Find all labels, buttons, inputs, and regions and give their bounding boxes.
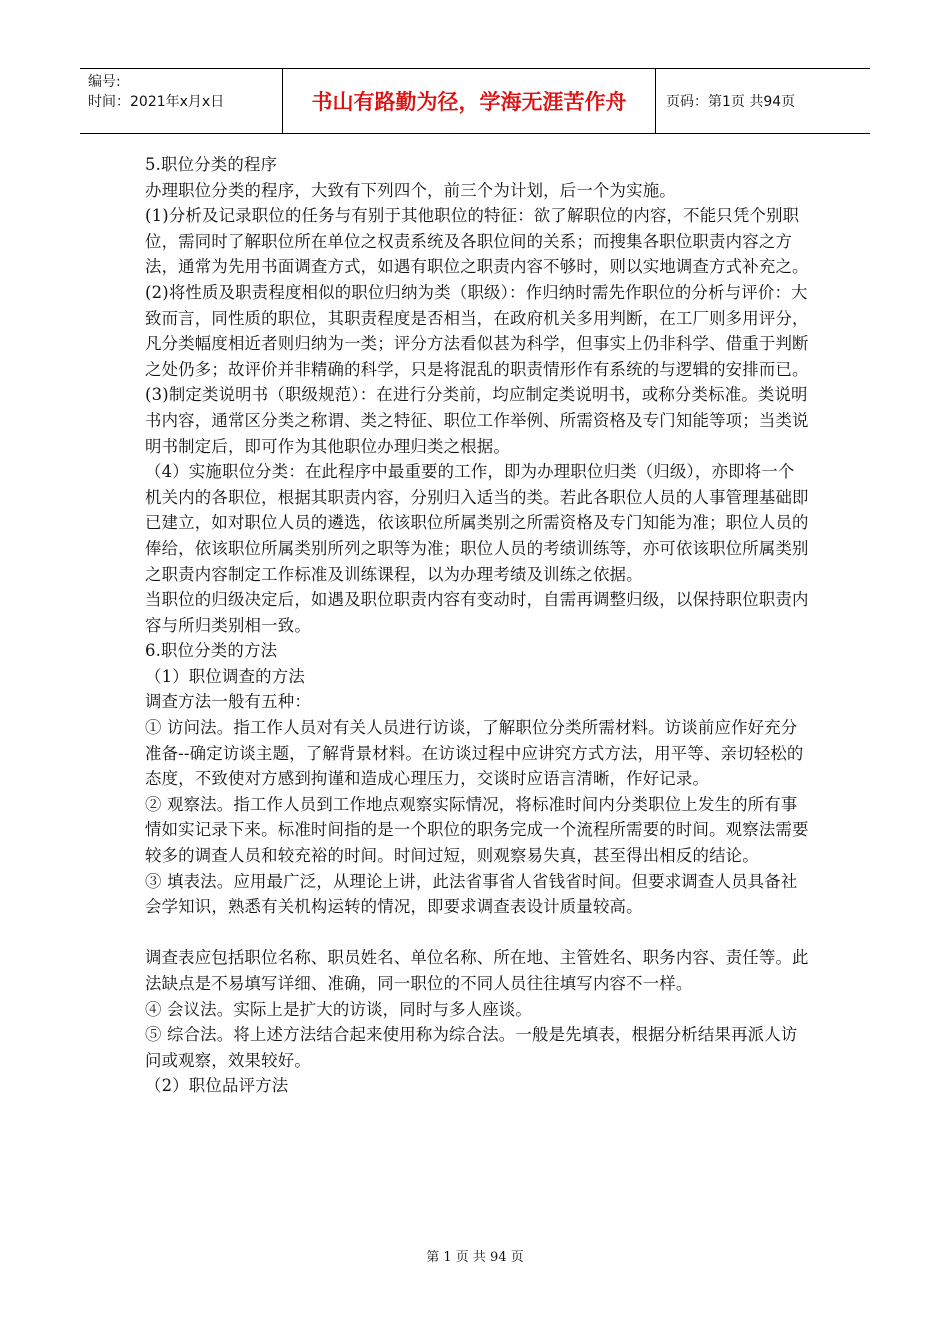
- paragraph: 调查表应包括职位名称、职员姓名、单位名称、所在地、主管姓名、职务内容、责任等。此法缺点是不易填写详细、准确，同一职位的不同人员往往填写内容不一样。: [145, 948, 809, 993]
- paragraph: ② 观察法。指工作人员到工作地点观察实际情况，将标准时间内分类职位上发生的所有事情如实记录下来。标准时间指的是一个职位的职务完成一个流程所需要的时间。观察法需要较多的调查人员和较充裕的时间。时间过短，则观察易失真，甚至得出相反的结论。: [145, 794, 809, 866]
- paragraph: 调查方法一般有五种：: [145, 692, 311, 712]
- paragraph: (3)制定类说明书（职级规范）：在进行分类前，均应制定类说明书，或称分类标准。类说明书内容，通常区分类之称谓、类之特征、职位工作举例、所需资格及专门知能等项；当类说明书制定后，即可作为其他职位办理归类之根据。: [145, 385, 809, 456]
- paragraph: ⑤ 综合法。将上述方法结合起来使用称为综合法。一般是先填表，根据分析结果再派人访问或观察，效果较好。: [145, 1025, 798, 1070]
- paragraph: （4）实施职位分类：在此程序中最重要的工作，即为办理职位归类（归级），亦即将一个机关内的各职位，根据其职责内容，分别归入适当的类。若此各职位人员的人事管理基础即已建立，如对职位人员的遴选，依该职位所属类别之所需资格及专门知能为准；职位人员的俸给，依该职位所属类别所列之职等为准；职位人员的考绩训练等，亦可依该职位所属类别之职责内容制定工作标准及训练课程，以为办理考绩及训练之依据。: [145, 462, 809, 584]
- paragraph: ① 访问法。指工作人员对有关人员进行访谈，了解职位分类所需材料。访谈前应作好充分准备--确定访谈主题，了解背景材料。在访谈过程中应讲究方式方法，用平等、亲切轻松的态度，不致使对方感到拘谨和造成心理压力，交谈时应语言清晰，作好记录。: [145, 718, 804, 789]
- paragraph: (2)将性质及职责程度相似的职位归纳为类（职级）：作归纳时需先作职位的分析与评价：大致而言，同性质的职位，其职责程度是否相当，在政府机关多用判断，在工厂则多用评分，凡分类幅度相近者则归纳为一类；评分方法看似甚为科学，但事实上仍非科学、借重于判断之处仍多；故评价并非精确的科学，只是将混乱的职责情形作有系统的与逻辑的安排而已。: [145, 282, 809, 379]
- header-page-info: 页码：第1页 共94页: [666, 94, 796, 110]
- subsection-heading: （2）职位品评方法: [145, 1076, 289, 1096]
- paragraph: 当职位的归级决定后，如遇及职位职责内容有变动时，自需再调整归级，以保持职位职责内容与所归类别相一致。: [145, 590, 809, 635]
- page-footer: 第 1 页 共 94 页: [426, 1250, 524, 1265]
- paragraph: (1)分析及记录职位的任务与有别于其他职位的特征：欲了解职位的内容，不能只凭个别职位，需同时了解职位所在单位之权责系统及各职位间的关系；而搜集各职位职责内容之方法，通常为先用书面调查方式，如遇有职位之职责内容不够时，则以实地调查方式补充之。: [145, 206, 809, 277]
- blank-line: [145, 920, 810, 946]
- header-table: [80, 68, 870, 134]
- document-body: [145, 152, 810, 1099]
- paragraph: 办理职位分类的程序，大致有下列四个，前三个为计划，后一个为实施。: [145, 180, 676, 200]
- subsection-heading: （1）职位调查的方法: [145, 666, 305, 686]
- section-heading: 6.职位分类的方法: [145, 641, 278, 661]
- section-heading: 5.职位分类的程序: [145, 155, 278, 174]
- header-meta-cell: [80, 69, 283, 133]
- header-motto: 书山有路勤为径，学海无涯苦作舟: [283, 69, 656, 133]
- document-number-label: 编号:: [88, 74, 121, 90]
- document-date: 时间：2021年x月x日: [88, 94, 225, 110]
- paragraph: ③ 填表法。应用最广泛，从理论上讲，此法省事省人省钱省时间。但要求调查人员具备社会学知识，熟悉有关机构运转的情况，即要求调查表设计质量较高。: [145, 871, 798, 917]
- paragraph: ④ 会议法。实际上是扩大的访谈，同时与多人座谈。: [145, 999, 532, 1019]
